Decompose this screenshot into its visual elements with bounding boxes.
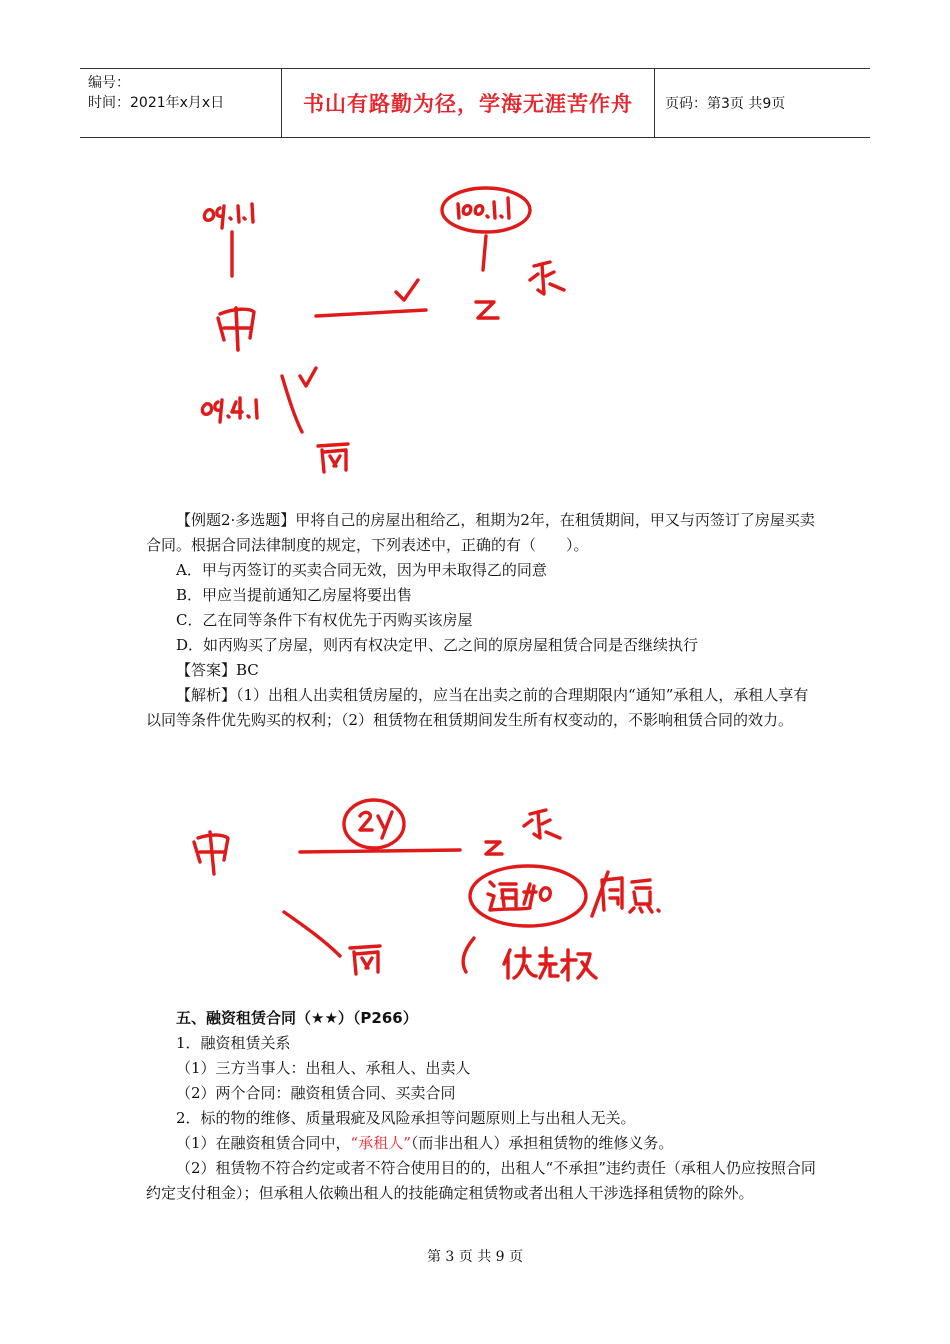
sketch2-tongzhi bbox=[488, 882, 550, 910]
section-5-item-1: 1．融资租赁关系 bbox=[176, 1034, 291, 1052]
sketch1-date-99-4-1 bbox=[202, 398, 257, 422]
section-5-item-2-2: （2）租赁物不符合约定或者不符合使用目的的，出租人“不承担”违约责任（承租人仍应按照合同约定支付租金）；但承租人依赖出租人的技能确定租赁物或者出租人干涉选择租赁物的除外。 bbox=[146, 1159, 816, 1202]
sketch1-cheng bbox=[530, 262, 564, 294]
item-2-1-highlight: “承租人” bbox=[350, 1134, 411, 1152]
sketch2-bing bbox=[350, 946, 380, 974]
option-a: A．甲与丙签订的买卖合同无效，因为甲未取得乙的同意 bbox=[176, 561, 547, 579]
section-5-item-2: 2．标的物的维修、质量瑕疵及风险承担等问题原则上与出租人无关。 bbox=[176, 1109, 636, 1127]
doc-time-label: 时间：2021年x月x日 bbox=[88, 95, 225, 111]
section-5-item-2-1 bbox=[146, 1131, 816, 1156]
sketch1-date-99-1-1 bbox=[204, 204, 253, 228]
example-title: 【例题2·多选题】甲将自己的房屋出租给乙，租期为2年，在租赁期间，甲又与丙签订了房屋买卖合同。根据合同法律制度的规定，下列表述中，正确的有（ ）。 bbox=[146, 511, 815, 554]
sketch1-line-c bbox=[236, 308, 238, 350]
section-5-item-1-1: （1）三方当事人：出租人、承租人、出卖人 bbox=[176, 1059, 471, 1077]
sketch2-2y bbox=[360, 812, 392, 838]
sketch2-youxianquan bbox=[504, 948, 596, 980]
sketch1-yi bbox=[476, 302, 498, 318]
sketch1-circle bbox=[442, 188, 530, 232]
header-meta bbox=[80, 69, 282, 137]
sketch1-check-2 bbox=[300, 368, 316, 386]
sketch2-jia bbox=[194, 832, 228, 874]
option-c: C．乙在同等条件下有权优先于丙购买该房屋 bbox=[176, 611, 473, 629]
sketch1-line-d bbox=[282, 376, 302, 432]
header-page-label: 页码：第3页 共9页 bbox=[665, 96, 786, 112]
answer: 【答案】BC bbox=[176, 661, 259, 679]
page-header bbox=[80, 68, 870, 138]
sketch2-cheng bbox=[524, 810, 560, 838]
sketch2-line-bing bbox=[284, 912, 340, 956]
handwritten-sketch-2 bbox=[190, 780, 670, 1000]
sketch1-contract-line bbox=[316, 310, 426, 316]
sketch2-yi bbox=[486, 842, 502, 854]
sketch1-check-1 bbox=[396, 280, 418, 300]
section-5-item-1-2: （2）两个合同：融资租赁合同、买卖合同 bbox=[176, 1084, 456, 1102]
sketch2-tongyi bbox=[602, 878, 659, 912]
sketch2-bracket bbox=[463, 938, 474, 972]
handwritten-sketch-1 bbox=[190, 180, 610, 480]
example-question bbox=[146, 508, 816, 733]
sketch1-line-b bbox=[483, 236, 486, 270]
doc-number-label: 编号： bbox=[88, 75, 130, 91]
sketch2-contract-line bbox=[300, 850, 460, 852]
header-motto: 书山有路勤为径，学海无涯苦作舟 bbox=[282, 69, 655, 137]
sketch2-circle-2y bbox=[344, 800, 404, 848]
section-5 bbox=[146, 1006, 816, 1206]
page-footer: 第 3 页 共 9 页 bbox=[426, 1249, 524, 1265]
item-2-1-prefix: （1）在融资租赁合同中， bbox=[176, 1134, 351, 1152]
section-5-heading: 五、融资租赁合同（★★）（P266） bbox=[176, 1009, 418, 1027]
option-d: D．如丙购买了房屋，则丙有权决定甲、乙之间的原房屋租赁合同是否继续执行 bbox=[176, 636, 699, 654]
sketch1-bing bbox=[318, 444, 348, 472]
option-b: B．甲应当提前通知乙房屋将要出售 bbox=[176, 586, 413, 604]
item-2-1-suffix: （而非出租人）承担租赁物的维修义务。 bbox=[410, 1134, 674, 1152]
analysis: 【解析】（1）出租人出卖租赁房屋的，应当在出卖之前的合理期限内“通知”承租人，承租人享有以同等条件优先购买的权利；（2）租赁物在租赁期间发生所有权变动的，不影响租赁合同的效力。 bbox=[146, 686, 809, 729]
sketch1-date-100-1-1 bbox=[458, 198, 509, 218]
